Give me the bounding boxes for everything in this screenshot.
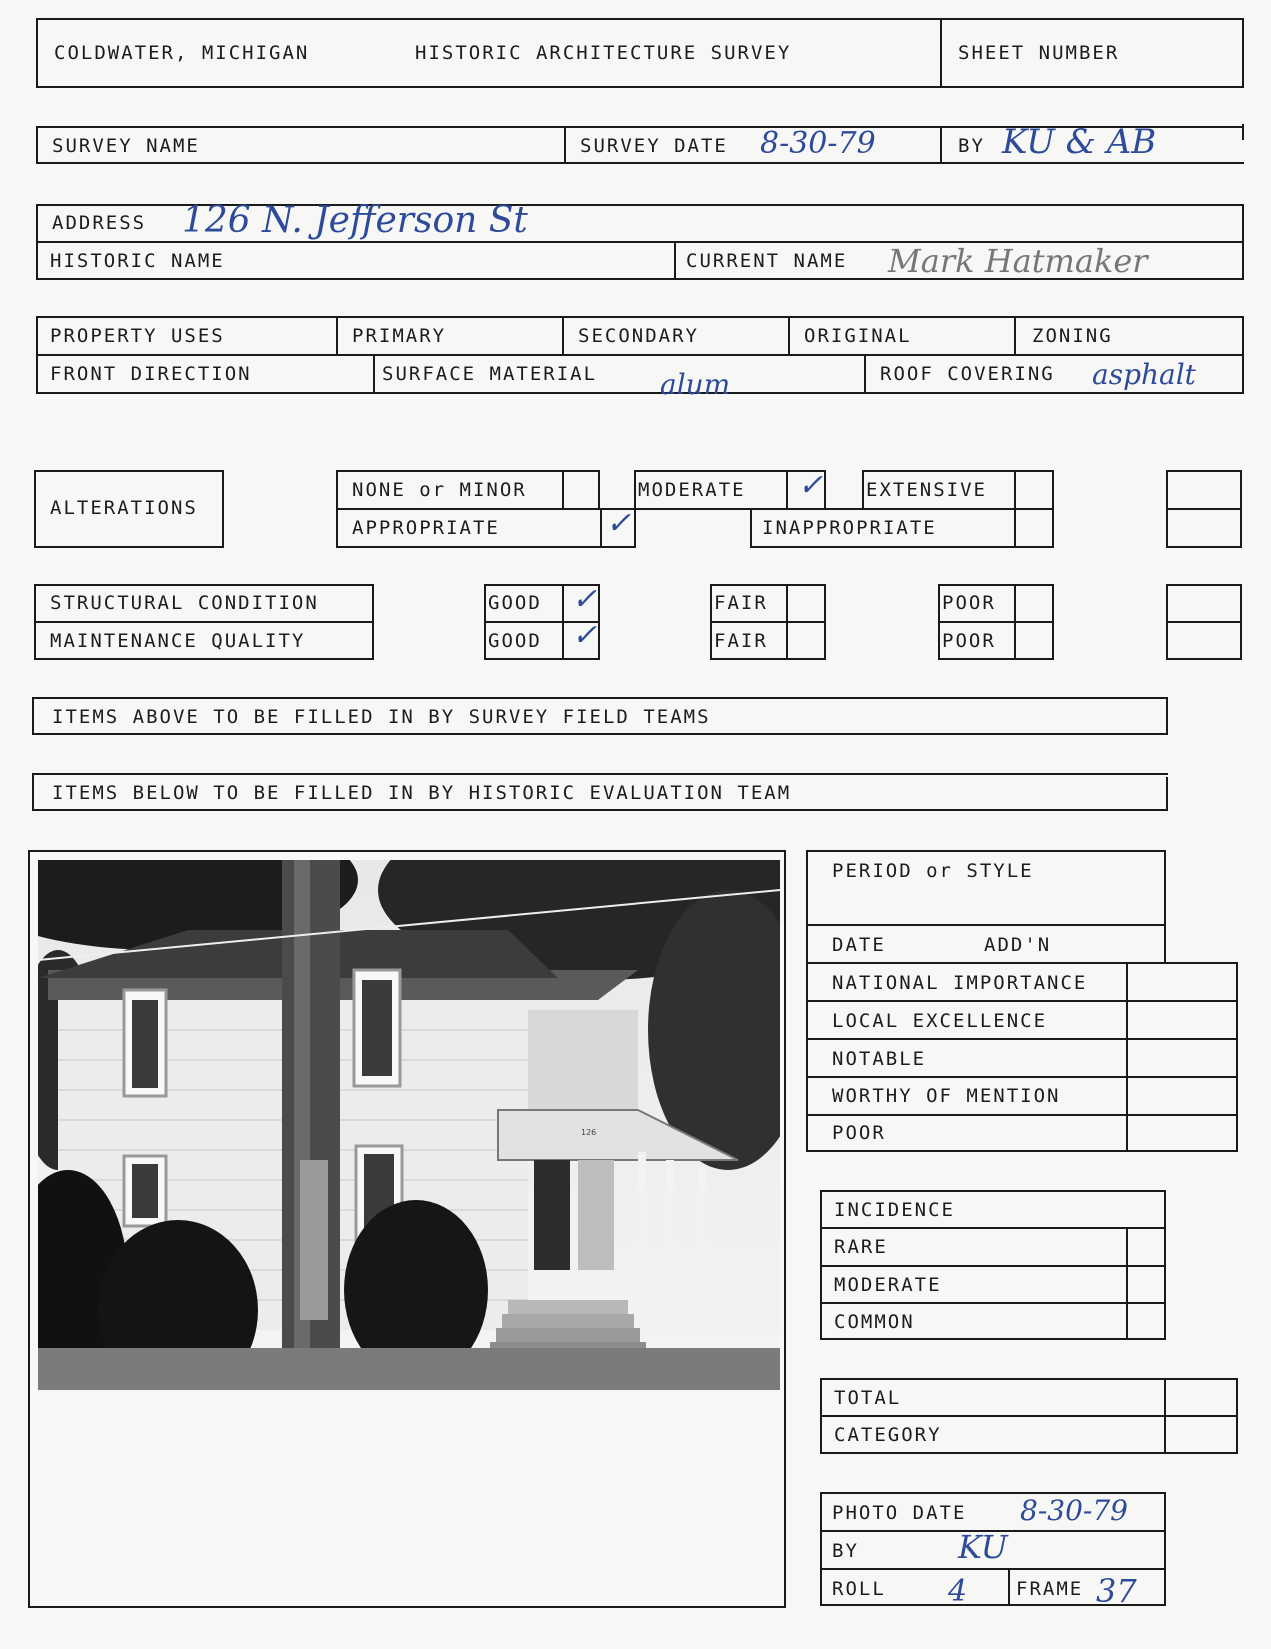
photo-date-label: PHOTO DATE [832,1502,967,1524]
structural-good-label: GOOD [488,592,542,614]
roof-covering-value: asphalt [1092,358,1196,391]
city-label: COLDWATER, MICHIGAN [54,42,310,64]
zoning-label: ZONING [1032,325,1113,347]
addn-label: ADD'N [984,934,1052,956]
current-name-label: CURRENT NAME [686,250,848,272]
address-value: 126 N. Jefferson St [182,200,528,241]
survey-by-value: KU & AB [1002,122,1157,162]
original-label: ORIGINAL [804,325,912,347]
house-photo [38,860,780,1390]
photo-by-label: BY [832,1540,859,1562]
incidence-moderate-label: MODERATE [834,1274,942,1296]
appropriate-check: ✓ [606,506,632,541]
property-uses-label: PROPERTY USES [50,325,225,347]
appropriate-label: APPROPRIATE [352,517,500,539]
survey-date-label: SURVEY DATE [580,135,728,157]
national-importance-label: NATIONAL IMPORTANCE [832,972,1088,994]
rare-label: RARE [834,1236,888,1258]
secondary-label: SECONDARY [578,325,699,347]
date-label: DATE [832,934,886,956]
notable-label: NOTABLE [832,1048,927,1070]
frame-value: 37 [1096,1572,1137,1610]
photo-date-value: 8-30-79 [1020,1494,1128,1527]
roll-label: ROLL [832,1578,886,1600]
common-label: COMMON [834,1311,915,1333]
surface-material-value: alum [660,368,731,401]
maintenance-good-check: ✓ [572,618,598,653]
frame-label: FRAME [1016,1578,1084,1600]
historic-name-label: HISTORIC NAME [50,250,225,272]
category-label: CATEGORY [834,1424,942,1446]
maintenance-fair-label: FAIR [714,630,768,652]
survey-name-label: SURVEY NAME [52,135,200,157]
structural-poor-label: POOR [942,592,996,614]
roll-value: 4 [948,1574,968,1609]
survey-by-label: BY [958,135,985,157]
inappropriate-label: INAPPROPRIATE [762,517,937,539]
sheet-number-label: SHEET NUMBER [958,42,1120,64]
incidence-label: INCIDENCE [834,1199,955,1221]
poor-label: POOR [832,1122,886,1144]
address-label: ADDRESS [52,212,147,234]
structural-good-check: ✓ [572,582,598,617]
extensive-label: EXTENSIVE [866,479,987,501]
form-title: HISTORIC ARCHITECTURE SURVEY [415,42,792,64]
structural-condition-label: STRUCTURAL CONDITION [50,592,319,614]
current-name-value: Mark Hatmaker [888,242,1148,280]
house-number: 126 [581,1128,597,1137]
primary-label: PRIMARY [352,325,447,347]
maintenance-good-label: GOOD [488,630,542,652]
maintenance-poor-label: POOR [942,630,996,652]
items-below-note: ITEMS BELOW TO BE FILLED IN BY HISTORIC EVALUATION TEAM [52,782,792,804]
structural-fair-label: FAIR [714,592,768,614]
none-minor-label: NONE or MINOR [352,479,527,501]
period-style-label: PERIOD or STYLE [832,860,1034,882]
maintenance-quality-label: MAINTENANCE QUALITY [50,630,306,652]
surface-material-label: SURFACE MATERIAL [382,363,598,385]
moderate-label: MODERATE [638,479,746,501]
alterations-label: ALTERATIONS [50,497,198,519]
total-label: TOTAL [834,1387,902,1409]
moderate-check: ✓ [798,468,824,503]
items-above-note: ITEMS ABOVE TO BE FILLED IN BY SURVEY FIELD TEAMS [52,706,711,728]
roof-covering-label: ROOF COVERING [880,363,1055,385]
photo-by-value: KU [958,1528,1008,1566]
survey-date-value: 8-30-79 [760,126,876,161]
worthy-of-mention-label: WORTHY OF MENTION [832,1085,1061,1107]
local-excellence-label: LOCAL EXCELLENCE [832,1010,1048,1032]
front-direction-label: FRONT DIRECTION [50,363,252,385]
